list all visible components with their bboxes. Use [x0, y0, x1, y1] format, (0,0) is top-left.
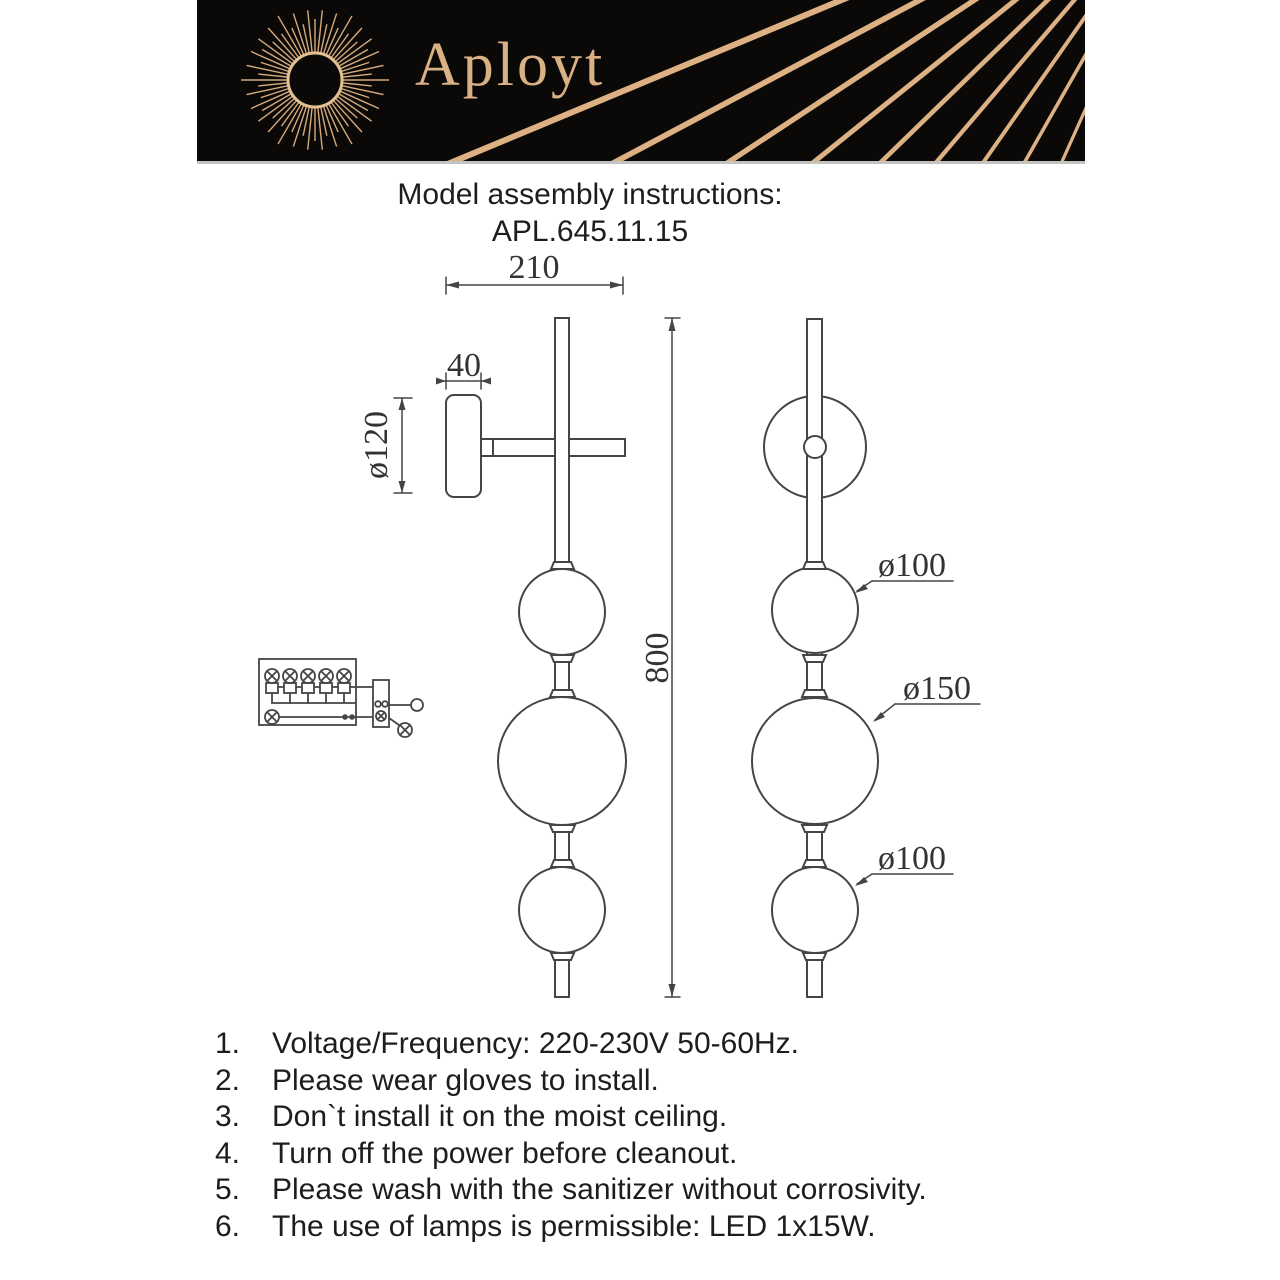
item-number: 5.	[215, 1173, 241, 1206]
svg-text:ø100: ø100	[878, 547, 946, 584]
brand-name: Aployt	[415, 31, 606, 99]
list-item	[215, 1172, 927, 1209]
item-text: Voltage/Frequency: 220-230V 50-60Hz.	[272, 1027, 800, 1060]
brand-banner	[197, 0, 1085, 164]
item-text: Don`t install it on the moist ceiling.	[272, 1100, 728, 1133]
item-number: 6.	[215, 1209, 241, 1243]
dim-plate-dia-lines	[394, 398, 412, 493]
dim-depth-value: 40	[447, 347, 481, 384]
globe-large-side	[498, 697, 626, 825]
label-dia100-bottom	[855, 840, 953, 886]
wall-plate-side	[446, 395, 481, 497]
model-number: APL.645.11.15	[491, 215, 689, 248]
page-title: Model assembly instructions:	[397, 178, 783, 211]
sunburst-logo-icon	[241, 10, 389, 149]
item-number: 3.	[215, 1100, 241, 1133]
globe-large-front	[752, 698, 878, 824]
list-item	[215, 1209, 927, 1246]
side-view-drawing	[358, 250, 680, 997]
item-text: Please wash with the sanitizer without corrosivity.	[272, 1173, 927, 1206]
svg-text:ø150: ø150	[903, 670, 971, 707]
title-block	[190, 176, 990, 250]
sunburst-ring-icon	[288, 53, 342, 107]
wiring-diagram	[259, 659, 423, 737]
list-item	[215, 1063, 927, 1100]
item-text: Turn off the power before cleanout.	[272, 1136, 738, 1170]
globe-small-top-side	[519, 569, 605, 655]
mount-arm	[481, 439, 625, 456]
globe-small-bottom-side	[519, 867, 605, 953]
dim-plate-dia-value: ø120	[358, 411, 395, 479]
item-number: 2.	[215, 1063, 241, 1097]
item-text: The use of lamps is permissible: LED 1x15W.	[272, 1209, 876, 1243]
technical-drawing	[240, 250, 1000, 1020]
instruction-list	[215, 1026, 927, 1245]
list-item	[215, 1026, 927, 1063]
banner-graphics	[197, 0, 1085, 161]
dim-width-value: 210	[508, 250, 560, 286]
label-dia100-top	[855, 547, 953, 593]
dim-height-value: 800	[639, 632, 676, 684]
plate-hub	[804, 436, 826, 458]
list-item	[215, 1099, 927, 1136]
list-item	[215, 1136, 927, 1173]
item-number: 1.	[215, 1027, 241, 1060]
item-text: Please wear gloves to install.	[272, 1063, 659, 1097]
item-number: 4.	[215, 1136, 241, 1170]
label-dia150	[873, 670, 980, 722]
globe-small-top-front	[772, 567, 858, 653]
svg-text:ø100: ø100	[878, 840, 946, 877]
front-view-drawing	[752, 319, 980, 997]
globe-small-bottom-front	[772, 867, 858, 953]
